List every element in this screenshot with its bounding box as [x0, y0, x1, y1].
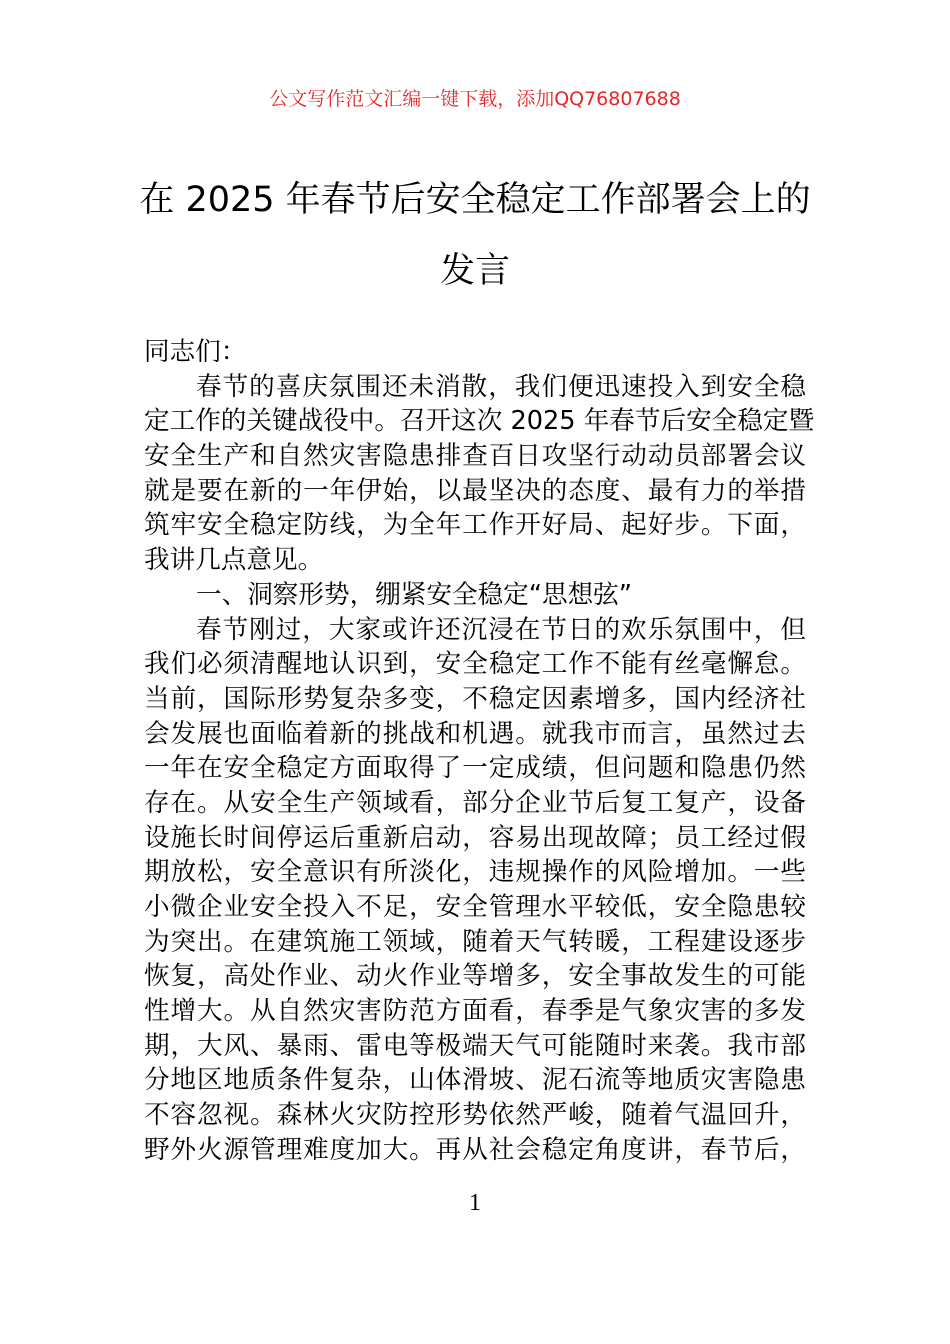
- text-line: 野外火源管理难度加大。再从社会稳定角度讲，春节后，: [144, 1134, 806, 1165]
- download-banner: 公文写作范文汇编一键下载，添加QQ76807688: [269, 88, 681, 110]
- text-line: 期放松，安全意识有所淡化，违规操作的风险增加。一些: [144, 857, 806, 888]
- text-line: 不容忽视。森林火灾防控形势依然严峻，随着气温回升，: [144, 1100, 806, 1131]
- text-line: 设施长时间停运后重新启动，容易出现故障；员工经过假: [144, 822, 806, 853]
- text-line: 就是要在新的一年伊始，以最坚决的态度、最有力的举措: [144, 475, 806, 506]
- text-line: 春节刚过，大家或许还沉浸在节日的欢乐氛围中，但: [196, 614, 806, 645]
- page-number: 1: [469, 1190, 481, 1216]
- text-line: 恢复，高处作业、动火作业等增多，安全事故发生的可能: [144, 961, 806, 992]
- text-line: 一、洞察形势，绷紧安全稳定“思想弦”: [196, 579, 633, 610]
- text-line: 期，大风、暴雨、雷电等极端天气可能随时来袭。我市部: [144, 1030, 806, 1061]
- text-line: 我们必须清醒地认识到，安全稳定工作不能有丝毫懈怠。: [144, 649, 806, 680]
- text-line: 定工作的关键战役中。召开这次 2025 年春节后安全稳定暨: [144, 406, 815, 437]
- text-line: 性增大。从自然灾害防范方面看，春季是气象灾害的多发: [144, 996, 806, 1027]
- text-line: 一年在安全稳定方面取得了一定成绩，但问题和隐患仍然: [144, 753, 806, 784]
- text-line: 当前，国际形势复杂多变，不稳定因素增多，国内经济社: [144, 683, 806, 714]
- text-line: 为突出。在建筑施工领域，随着天气转暖，工程建设逐步: [144, 926, 806, 957]
- document-body: [144, 335, 815, 1168]
- text-line: 春节的喜庆氛围还未消散，我们便迅速投入到安全稳: [196, 371, 806, 402]
- text-line: 分地区地质条件复杂，山体滑坡、泥石流等地质灾害隐患: [144, 1065, 806, 1096]
- document-title-line-1: 在 2025 年春节后安全稳定工作部署会上的: [139, 180, 811, 220]
- text-line: 小微企业安全投入不足，安全管理水平较低，安全隐患较: [144, 892, 806, 922]
- text-line: 同志们：: [144, 337, 247, 367]
- text-line: 存在。从安全生产领域看，部分企业节后复工复产，设备: [144, 787, 806, 818]
- text-line: 筑牢安全稳定防线，为全年工作开好局、起好步。下面，: [144, 510, 806, 541]
- text-line: 安全生产和自然灾害隐患排查百日攻坚行动动员部署会议: [144, 441, 806, 472]
- text-line: 我讲几点意见。: [144, 545, 324, 576]
- text-line: 会发展也面临着新的挑战和机遇。就我市而言，虽然过去: [144, 718, 806, 749]
- document-title-line-2: 发言: [439, 251, 510, 291]
